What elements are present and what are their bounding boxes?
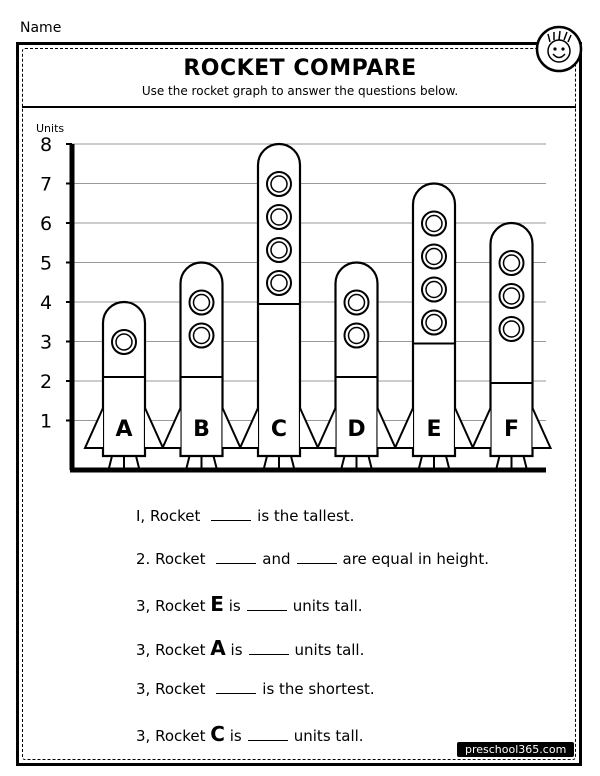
question-3 [136,592,363,616]
y-tick-label: 6 [40,213,53,235]
question-text: units tall. [292,597,363,615]
question-text: is [224,727,242,745]
question-text: units tall. [294,641,365,659]
rocket-letter: E [210,592,224,616]
question-text: is [225,641,243,659]
rocket-leg [291,456,294,468]
answer-blank[interactable] [247,596,287,611]
question-text: are equal in height. [342,550,489,568]
question-5 [136,679,375,698]
answer-blank[interactable] [248,726,288,741]
rocket-fin-right [533,408,551,448]
rocket-label: B [193,417,210,442]
rocket-window-inner [349,295,365,311]
rocket-window-inner [194,328,210,344]
rocket-leg [369,456,372,468]
site-badge: preschool365.com [457,742,574,757]
rocket-window-inner [426,216,442,232]
name-label: Name [20,20,62,36]
y-tick-label: 2 [40,371,53,393]
answer-blank[interactable] [211,506,251,521]
question-number: 3, [136,597,156,615]
rocket-window-inner [271,176,287,192]
answer-blank[interactable] [297,549,337,564]
question-text: Rocket [155,550,211,568]
rocket-label: D [347,417,366,442]
question-text: Rocket [155,597,211,615]
rocket-fin-left [318,408,336,448]
question-number: 3, [136,641,156,659]
rocket-window-inner [426,249,442,265]
rocket-fin-right [223,408,241,448]
rocket-fin-right [455,408,473,448]
y-tick-label: 3 [40,331,53,354]
rocket-leg [524,456,527,468]
rocket-window-inner [194,295,210,311]
rocket-leg [446,456,449,468]
question-text: and [262,550,291,568]
y-tick-label: 5 [40,252,53,275]
rocket-window-inner [271,209,287,225]
y-tick-label: 8 [40,134,53,156]
question-2 [136,549,489,568]
rocket-fin-right [300,408,318,448]
rocket-leg [342,456,345,468]
rocket-window-inner [426,282,442,298]
question-text: Rocket [155,727,211,745]
rocket-label: C [270,417,288,442]
question-number: 3, [136,680,156,698]
rocket-window-inner [116,334,132,350]
question-text: is the tallest. [257,507,355,525]
question-text: Rocket [155,680,211,698]
rocket-leg [419,456,422,468]
question-text: Rocket [155,641,211,659]
rocket-fin-left [473,408,491,448]
rocket-fin-left [85,408,103,448]
rocket-window-inner [426,315,442,331]
rocket-letter: C [210,722,225,746]
rocket-leg [497,456,500,468]
answer-blank[interactable] [216,679,256,694]
rocket-label: A [115,417,133,442]
rocket-letter: A [210,636,226,660]
rocket-leg [214,456,217,468]
y-tick-label: 1 [40,410,53,433]
rocket-window-inner [504,288,520,304]
question-text: Rocket [149,507,206,525]
rocket-leg [264,456,267,468]
question-text: is the shortest. [262,680,375,698]
answer-blank[interactable] [216,549,256,564]
rocket-leg [136,456,139,468]
y-tick-label: 7 [40,173,53,196]
rocket-window-inner [504,255,520,271]
page-title: ROCKET COMPARE [183,56,417,81]
question-4 [136,636,364,660]
question-number: 3, [136,727,156,745]
question-1 [136,506,354,525]
rocket-fin-left [395,408,413,448]
page-subtitle: Use the rocket graph to answer the questions below. [141,84,459,98]
question-6 [136,722,364,746]
rocket-window-inner [349,328,365,344]
question-text: units tall. [293,727,364,745]
rocket-window-inner [271,275,287,291]
rocket-fin-right [145,408,163,448]
rocket-leg [187,456,190,468]
question-text: is [223,597,241,615]
question-number: I, [136,507,150,525]
rocket-leg [109,456,112,468]
rocket-window-inner [504,321,520,337]
rocket-fin-left [240,408,258,448]
y-tick-label: 4 [40,292,53,314]
rocket-fin-right [378,408,396,448]
answer-blank[interactable] [249,640,289,655]
rocket-label: F [503,417,520,442]
y-axis-label: Units [36,122,65,135]
question-number: 2. [136,550,156,568]
rocket-fin-left [163,408,181,448]
rocket-window-inner [271,242,287,258]
rocket-label: E [426,417,442,442]
